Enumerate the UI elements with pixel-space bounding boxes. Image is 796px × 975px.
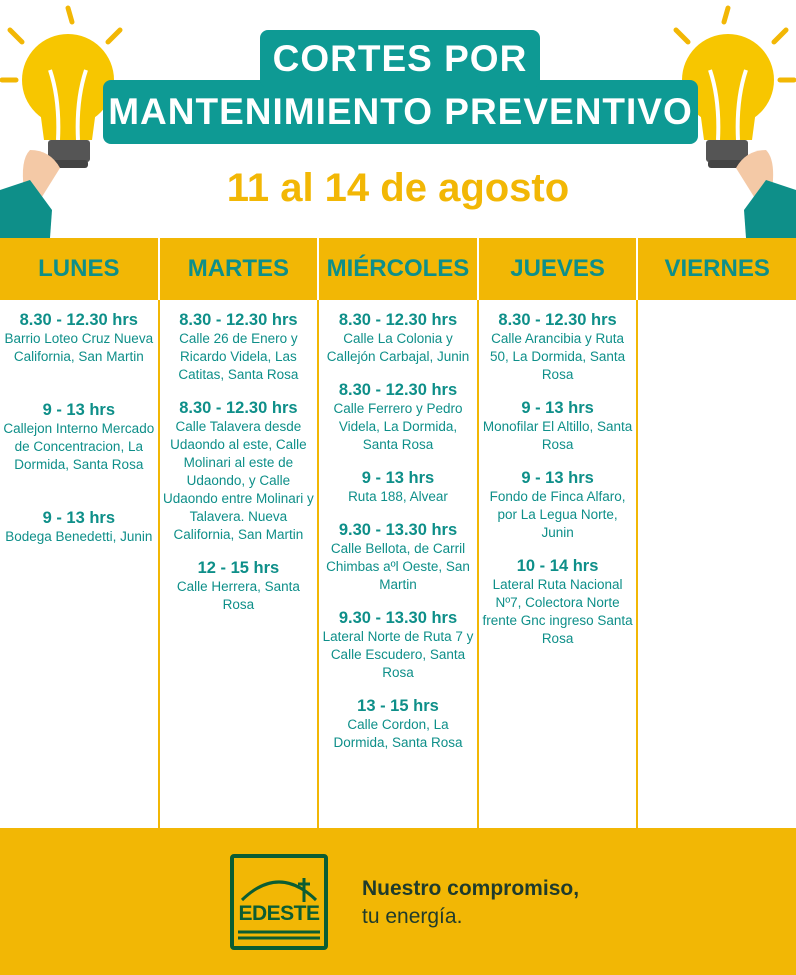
schedule-entry [321, 380, 475, 454]
column-miercoles [319, 300, 479, 828]
entry-place: Fondo de Finca Alfaro, por La Legua Norte, Junin [489, 489, 626, 540]
entry-place: Calle Cordon, La Dormida, Santa Rosa [333, 717, 463, 750]
entry-place: Lateral Norte de Ruta 7 y Calle Escudero, Santa Rosa [322, 629, 474, 680]
entry-time: 8.30 - 12.30 hrs [179, 311, 298, 329]
entry-place: Calle Herrera, Santa Rosa [176, 579, 300, 612]
column-jueves [479, 300, 639, 828]
column-lunes [0, 300, 160, 828]
entry-place: Lateral Ruta Nacional Nº7, Colectora Norte frente Gnc ingreso Santa Rosa [482, 577, 633, 646]
logo-text: EDESTE [238, 902, 320, 925]
entry-place: Calle La Colonia y Callejón Carbajal, Junin [326, 331, 470, 364]
schedule-entry [161, 310, 315, 384]
entry-time: 9 - 13 hrs [42, 509, 116, 527]
entry-time: 10 - 14 hrs [516, 557, 599, 575]
entry-time: 9 - 13 hrs [42, 401, 116, 419]
schedule-entry [161, 558, 315, 614]
schedule-table [0, 300, 796, 828]
schedule-entry [321, 608, 475, 682]
column-martes [160, 300, 320, 828]
title-line-1: CORTES POR [260, 30, 540, 88]
entry-place: Calle Ferrero y Pedro Videla, La Dormida, Santa Rosa [333, 401, 463, 452]
entry-place: Calle Arancibia y Ruta 50, La Dormida, Santa Rosa [490, 331, 626, 382]
entry-time: 9 - 13 hrs [361, 469, 435, 487]
day-header-viernes: VIERNES [664, 255, 770, 282]
schedule-entry [321, 468, 475, 506]
schedule-entry [481, 556, 635, 648]
entry-place: Calle 26 de Enero y Ricardo Videla, Las Catitas, Santa Rosa [178, 331, 299, 382]
header [0, 0, 796, 238]
entry-place: Bodega Benedetti, Junin [5, 529, 153, 544]
entry-time: 9.30 - 13.30 hrs [338, 521, 458, 539]
logo-arc-icon [234, 858, 324, 902]
entry-time: 9.30 - 13.30 hrs [338, 609, 458, 627]
day-header-row [0, 238, 796, 300]
day-header-martes: MARTES [160, 238, 320, 300]
entry-place: Calle Talavera desde Udaondo al este, Calle Molinari al este de Udaondo, y Calle Udaondo entre Molinari y Talavera. Nueva California, San Martin [162, 419, 314, 542]
entry-place: Callejon Interno Mercado de Concentracion, La Dormida, Santa Rosa [3, 421, 155, 472]
schedule-entry [481, 310, 635, 384]
schedule-entry [2, 310, 156, 366]
day-header-jueves: JUEVES [479, 238, 639, 300]
slogan-line-2: tu energía. [362, 905, 463, 928]
entry-time: 8.30 - 12.30 hrs [338, 381, 458, 399]
entry-time: 8.30 - 12.30 hrs [179, 399, 298, 417]
entry-place: Calle Bellota, de Carril Chimbas aºl Oeste, San Martin [326, 541, 470, 592]
day-header-lunes: LUNES [0, 238, 160, 300]
date-range: 11 al 14 de agosto [226, 166, 570, 210]
entry-time: 9 - 13 hrs [521, 469, 594, 487]
edeste-logo [230, 854, 328, 950]
logo-underline-icon [234, 928, 324, 948]
entry-time: 8.30 - 12.30 hrs [19, 311, 138, 329]
entry-time: 9 - 13 hrs [521, 399, 594, 417]
entry-place: Monofilar El Altillo, Santa Rosa [482, 419, 633, 452]
footer [0, 828, 796, 975]
schedule-entry [321, 310, 475, 366]
schedule-entry [2, 508, 156, 546]
entry-time: 8.30 - 12.30 hrs [338, 311, 458, 329]
day-header-miercoles: MIÉRCOLES [319, 238, 479, 300]
schedule-entry [481, 468, 635, 542]
schedule-entry [321, 520, 475, 594]
entry-time: 12 - 15 hrs [197, 559, 280, 577]
column-viernes [638, 300, 796, 828]
schedule-entry [161, 398, 315, 544]
schedule-entry [321, 696, 475, 752]
slogan-line-1: Nuestro compromiso, [362, 877, 580, 900]
entry-place: Barrio Loteo Cruz Nueva California, San Martin [4, 331, 154, 364]
entry-time: 13 - 15 hrs [357, 697, 439, 715]
entry-time: 8.30 - 12.30 hrs [498, 311, 617, 329]
schedule-entry [2, 400, 156, 474]
entry-place: Ruta 188, Alvear [348, 489, 448, 504]
title-line-2: MANTENIMIENTO PREVENTIVO [103, 80, 698, 144]
schedule-entry [481, 398, 635, 454]
